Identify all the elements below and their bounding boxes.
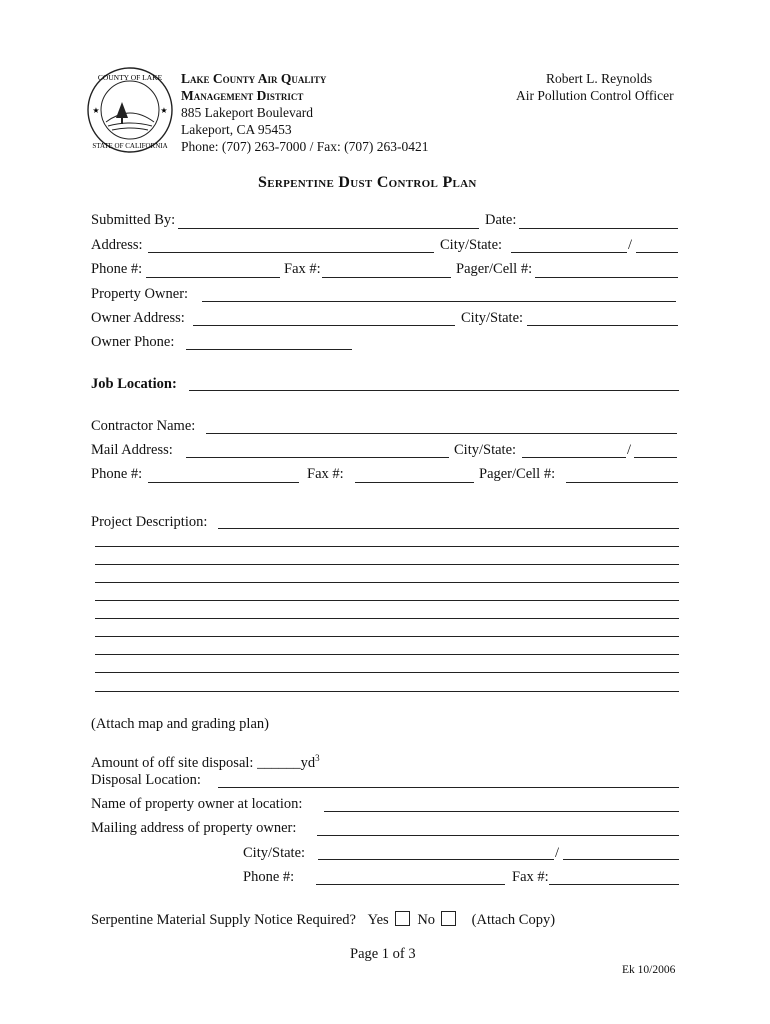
disposal-mailing-field[interactable] — [317, 835, 679, 836]
officer-title: Air Pollution Control Officer — [516, 88, 674, 103]
owner-phone-field[interactable] — [186, 349, 352, 350]
project-description-line[interactable] — [95, 600, 679, 601]
disposal-city-field[interactable] — [318, 859, 554, 860]
project-description-line[interactable] — [95, 618, 679, 619]
disposal-state-field[interactable] — [563, 859, 679, 860]
yes-checkbox[interactable] — [395, 911, 410, 926]
form-code: Ek 10/2006 — [622, 964, 676, 976]
disposal-location-field[interactable] — [218, 787, 679, 788]
disposal-fax-field[interactable] — [549, 884, 679, 885]
fax-field[interactable] — [322, 277, 451, 278]
city-state-slash: / — [628, 237, 633, 253]
page-number: Page 1 of 3 — [350, 946, 416, 962]
supply-notice-row — [91, 911, 555, 929]
pager-label: Pager/Cell #: — [456, 261, 533, 277]
disposal-owner-name-label: Name of property owner at location: — [91, 796, 303, 812]
fax-label: Fax #: — [284, 261, 321, 277]
project-description-line[interactable] — [95, 636, 679, 637]
project-description-line[interactable] — [95, 654, 679, 655]
phone-field[interactable] — [146, 277, 280, 278]
org-phone-fax: Phone: (707) 263-7000 / Fax: (707) 263-0421 — [181, 139, 429, 154]
city-state-label: City/State: — [440, 237, 503, 253]
city-field[interactable] — [511, 252, 627, 253]
disposal-city-state-label: City/State: — [243, 845, 306, 861]
contractor-name-label: Contractor Name: — [91, 418, 196, 434]
state-field[interactable] — [636, 252, 678, 253]
contractor-city-field[interactable] — [522, 457, 626, 458]
project-description-line[interactable] — [95, 546, 679, 547]
yes-label: Yes — [367, 912, 389, 928]
org-address-2: Lakeport, CA 95453 — [181, 122, 292, 137]
no-checkbox[interactable] — [441, 911, 456, 926]
owner-address-field[interactable] — [193, 325, 455, 326]
offsite-disposal-label: Amount of off site disposal: ______yd — [91, 754, 316, 771]
project-description-line[interactable] — [95, 691, 679, 692]
property-owner-label: Property Owner: — [91, 286, 189, 302]
contractor-phone-label: Phone #: — [91, 466, 143, 482]
contractor-city-state-label: City/State: — [454, 442, 517, 458]
attach-map-note: (Attach map and grading plan) — [91, 716, 269, 732]
svg-text:★: ★ — [160, 106, 168, 115]
disposal-city-state-slash: / — [555, 845, 560, 861]
submitted-by-field[interactable] — [178, 228, 479, 229]
property-owner-field[interactable] — [202, 301, 676, 302]
project-description-line[interactable] — [95, 672, 679, 673]
attach-copy-note: (Attach Copy) — [471, 912, 556, 928]
contractor-fax-label: Fax #: — [307, 466, 344, 482]
project-description-field[interactable] — [218, 528, 679, 529]
address-field[interactable] — [148, 252, 434, 253]
disposal-owner-name-field[interactable] — [324, 811, 679, 812]
phone-label: Phone #: — [91, 261, 143, 277]
contractor-phone-field[interactable] — [148, 482, 299, 483]
date-label: Date: — [485, 212, 517, 228]
contractor-pager-field[interactable] — [566, 482, 678, 483]
cubic-exponent: 3 — [315, 753, 320, 763]
disposal-fax-label: Fax #: — [512, 869, 549, 885]
mail-address-field[interactable] — [186, 457, 449, 458]
svg-text:STATE OF CALIFORNIA: STATE OF CALIFORNIA — [92, 142, 168, 150]
owner-city-state-label: City/State: — [461, 310, 524, 326]
owner-address-label: Owner Address: — [91, 310, 185, 326]
county-seal — [86, 66, 174, 154]
disposal-phone-field[interactable] — [316, 884, 505, 885]
contractor-fax-field[interactable] — [355, 482, 474, 483]
project-description-label: Project Description: — [91, 514, 208, 530]
mail-address-label: Mail Address: — [91, 442, 173, 458]
page-title: Serpentine Dust Control Plan — [258, 174, 477, 191]
contractor-city-state-slash: / — [627, 442, 632, 458]
job-location-label: Job Location: — [91, 376, 177, 392]
org-name-line2: Management District — [181, 88, 304, 103]
org-name-line1: Lake County Air Quality — [181, 71, 327, 86]
offsite-disposal-amount — [91, 753, 320, 772]
supply-notice-question: Serpentine Material Supply Notice Required? — [91, 912, 356, 928]
disposal-mailing-label: Mailing address of property owner: — [91, 820, 297, 836]
contractor-state-field[interactable] — [634, 457, 677, 458]
pager-field[interactable] — [535, 277, 678, 278]
contractor-pager-label: Pager/Cell #: — [479, 466, 556, 482]
owner-phone-label: Owner Phone: — [91, 334, 175, 350]
disposal-location-label: Disposal Location: — [91, 772, 201, 788]
no-label: No — [417, 912, 436, 928]
project-description-line[interactable] — [95, 564, 679, 565]
address-label: Address: — [91, 237, 143, 253]
officer-name: Robert L. Reynolds — [546, 71, 653, 86]
owner-city-state-field[interactable] — [527, 325, 678, 326]
disposal-phone-label: Phone #: — [243, 869, 295, 885]
org-address-1: 885 Lakeport Boulevard — [181, 105, 313, 120]
submitted-by-label: Submitted By: — [91, 212, 176, 228]
svg-text:★: ★ — [92, 106, 100, 115]
project-description-line[interactable] — [95, 582, 679, 583]
svg-text:COUNTY OF LAKE: COUNTY OF LAKE — [97, 73, 163, 82]
date-field[interactable] — [519, 228, 678, 229]
job-location-field[interactable] — [189, 390, 679, 391]
contractor-name-field[interactable] — [206, 433, 677, 434]
